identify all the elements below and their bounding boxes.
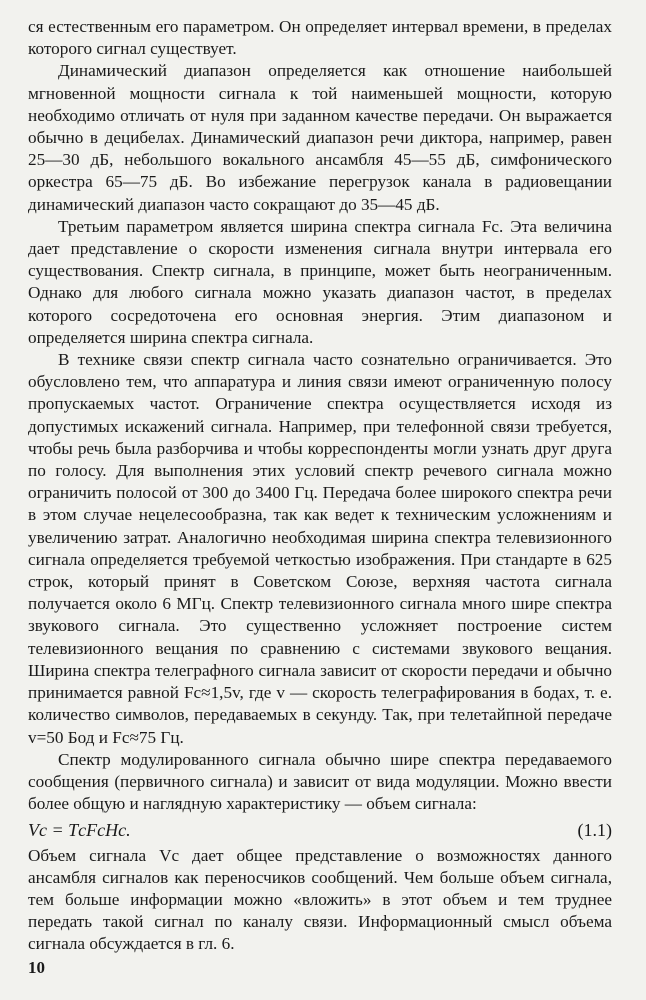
paragraph-spectrum-limitation: В технике связи спектр сигнала часто сознательно ограничивается. Это обусловлено тем, что аппаратура и линия связи имеют ограниченную полосу пропускаемых частот. Ограничение спектра осуществляется исходя из допустимых искажений сигнала. Например, при телефонной связи требуется, чтобы речь была разборчива и чтобы корреспонденты могли узнать друг друга по голосу. Для выполнения этих условий спектр речевого сигнала можно ограничить полосой от 300 до 3400 Гц. Передача более широкого спектра речи в этом случае нецелесообразна, так как ведет к техническим усложнениям и увеличению затрат. Аналогично необходимая ширина спектра телевизионного сигнала определяется требуемой четкостью изображения. При стандарте в 625 строк, который принят в Советском Союзе, верхняя частота сигнала получается около 6 МГц. Спектр телевизионного сигнала много шире спектра звукового сигнала. Это существенно усложняет построение систем телевизионного вещания по сравнению с системами звукового вещания. Ширина спектра телеграфного сигнала зависит от скорости передачи и обычно принимается равной Fс≈1,5v, где v — скорость телеграфирования в бодах, т. е. количество символов, передаваемых в секунду. Так, при телетайпной передаче v=50 Бод и Fс≈75 Гц. — [28, 350, 612, 747]
equation-1-1 — [28, 819, 612, 841]
equation-number: (1.1) — [577, 820, 612, 841]
page-number: 10 — [28, 958, 45, 977]
paragraph-signal-volume: Объем сигнала Vс дает общее представление о возможностях данного ансамбля сигналов как переносчиков сообщений. Чем больше объем сигнала, тем больше информации можно «вложить» в этот объем и тем труднее передать такой сигнал по каналу связи. Информационный смысл объема сигнала обсуждается в гл. 6. — [28, 845, 612, 954]
paragraph-spectrum-width: Третьим параметром является ширина спектра сигнала Fс. Эта величина дает представление о скорости изменения сигнала внутри интервала его существования. Спектр сигнала, в принципе, может быть неограниченным. Однако для любого сигнала можно указать диапазон частот, в пределах которого сосредоточена его основная энергия. Этим диапазоном и определяется ширина спектра сигнала. — [28, 216, 612, 347]
body-text — [28, 16, 612, 956]
equation-expression: Vс = TсFсHс. — [28, 820, 131, 841]
paragraph-dynamic-range: Динамический диапазон определяется как отношение наибольшей мгновенной мощности сигнала к той наименьшей мощности, которую необходимо отличать от нуля при заданном качестве передачи. Он выражается обычно в децибелах. Динамический диапазон речи диктора, например, равен 25—30 дБ, небольшого вокального ансамбля 45—55 дБ, симфонического оркестра 65—75 дБ. Во избежание перегрузок канала в радиовещании динамический диапазон часто сокращают до 35—45 дБ. — [28, 61, 612, 214]
paragraph-modulated-signal: Спектр модулированного сигнала обычно шире спектра передаваемого сообщения (первичного сигнала) и зависит от вида модуляции. Можно ввести более общую и наглядную характеристику — объем сигнала: — [28, 749, 612, 814]
paragraph-continuation: ся естественным его параметром. Он определяет интервал времени, в пределах которого сигнал существует. — [28, 17, 612, 59]
